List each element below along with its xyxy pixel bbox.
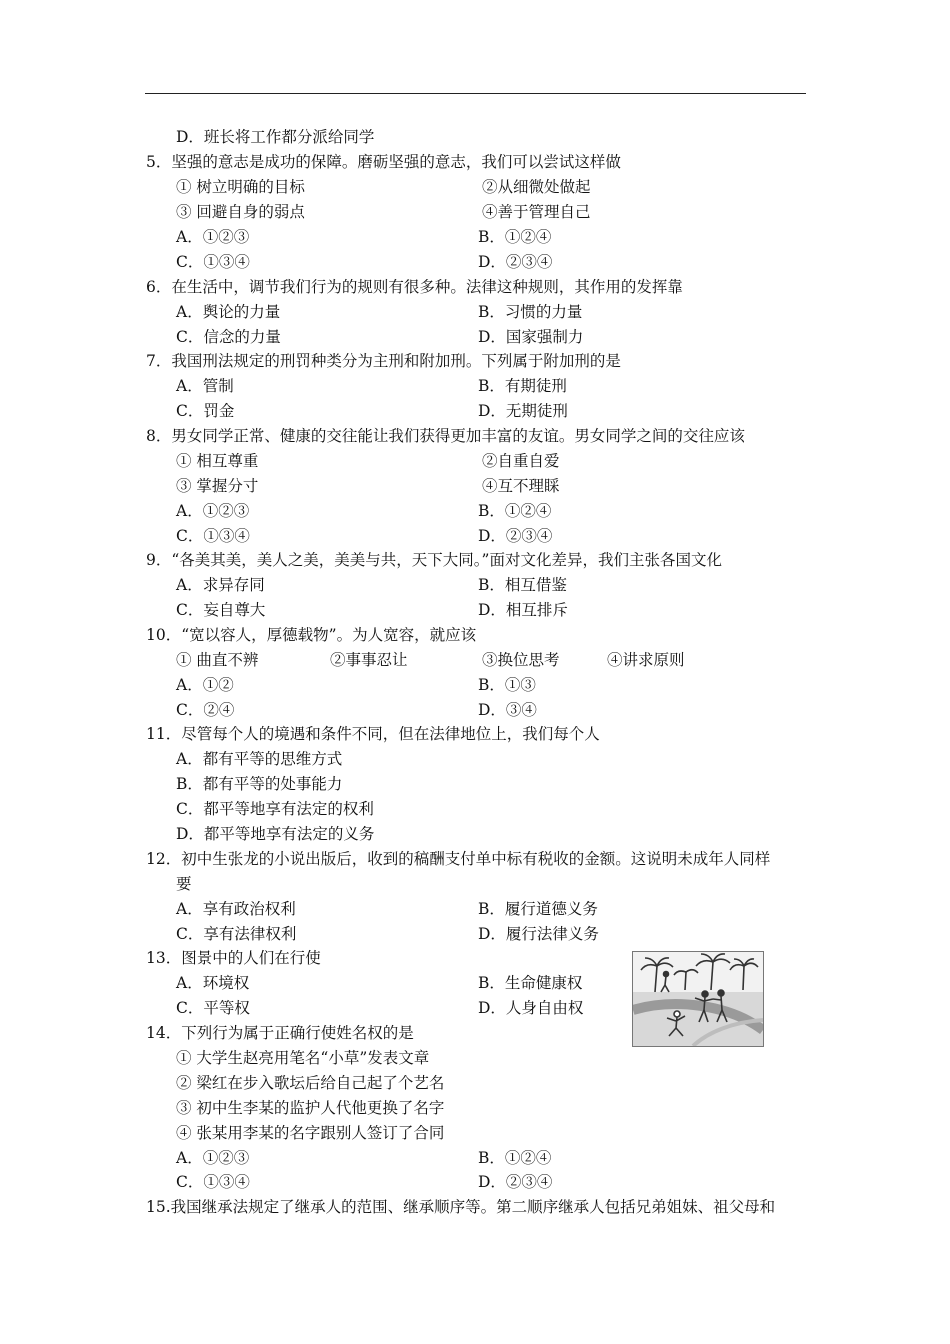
- q6-stem: 6．在生活中，调节我们行为的规则有很多种。法律这种规则，其作用的发挥靠: [146, 278, 683, 296]
- q14-option-d: D．②③④: [478, 1173, 553, 1191]
- q5-item-4: ④善于管理自己: [482, 203, 591, 221]
- q14-option-b: B．①②④: [478, 1149, 552, 1167]
- q9-option-c: C．妄自尊大: [176, 601, 266, 619]
- park-scene-drawing: [633, 952, 763, 1046]
- q7-option-b: B．有期徒刑: [478, 377, 567, 395]
- q9-stem: 9．“各美其美，美人之美，美美与共，天下大同。”面对文化差异，我们主张各国文化: [146, 551, 722, 569]
- q12-option-d: D．履行法律义务: [478, 925, 599, 943]
- q5-item-1: ① 树立明确的目标: [176, 178, 305, 196]
- q11-stem: 11．尽管每个人的境遇和条件不同，但在法律地位上，我们每个人: [146, 725, 600, 743]
- q10-item-1: ① 曲直不辨: [176, 651, 259, 669]
- header-rule: [145, 93, 806, 94]
- q14-option-c: C．①③④: [176, 1173, 250, 1191]
- q14-item-2: ② 梁红在步入歌坛后给自己起了个艺名: [176, 1074, 445, 1092]
- q13-option-d: D．人身自由权: [478, 999, 584, 1017]
- q14-item-4: ④ 张某用李某的名字跟别人签订了合同: [176, 1124, 445, 1142]
- q14-stem: 14．下列行为属于正确行使姓名权的是: [146, 1024, 414, 1042]
- q13-option-a: A．环境权: [176, 974, 250, 992]
- q12-stem-continued: 要: [176, 875, 192, 893]
- q5-option-d: D．②③④: [478, 253, 553, 271]
- park-exercise-illustration: [632, 951, 764, 1047]
- q13-stem: 13．图景中的人们在行使: [146, 949, 321, 967]
- q12-stem: 12．初中生张龙的小说出版后，收到的稿酬支付单中标有税收的金额。这说明未成年人同样: [146, 850, 771, 868]
- q11-option-c: C．都平等地享有法定的权利: [176, 800, 374, 818]
- q11-option-b: B．都有平等的处事能力: [176, 775, 343, 793]
- q7-option-d: D．无期徒刑: [478, 402, 568, 420]
- q8-stem: 8．男女同学正常、健康的交往能让我们获得更加丰富的友谊。男女同学之间的交往应该: [146, 427, 745, 445]
- q10-option-d: D．③④: [478, 701, 537, 719]
- q12-option-b: B．履行道德义务: [478, 900, 598, 918]
- q8-item-1: ① 相互尊重: [176, 452, 259, 470]
- q5-option-a: A．①②③: [176, 228, 250, 246]
- q6-option-a: A．舆论的力量: [176, 303, 281, 321]
- q13-option-b: B．生命健康权: [478, 974, 583, 992]
- q5-item-2: ②从细微处做起: [482, 178, 591, 196]
- q6-option-b: B．习惯的力量: [478, 303, 583, 321]
- q7-stem: 7．我国刑法规定的刑罚种类分为主刑和附加刑。下列属于附加刑的是: [146, 352, 621, 370]
- q4-option-d: D．班长将工作都分派给同学: [176, 128, 375, 146]
- q8-option-b: B．①②④: [478, 502, 552, 520]
- q8-option-a: A．①②③: [176, 502, 250, 520]
- q6-option-d: D．国家强制力: [478, 328, 584, 346]
- q10-item-3: ③换位思考: [482, 651, 560, 669]
- q10-option-a: A．①②: [176, 676, 234, 694]
- q12-option-c: C．享有法律权利: [176, 925, 297, 943]
- q7-option-c: C．罚金: [176, 402, 235, 420]
- q8-item-3: ③ 掌握分寸: [176, 477, 259, 495]
- q8-item-4: ④互不理睬: [482, 477, 560, 495]
- q8-item-2: ②自重自爱: [482, 452, 560, 470]
- q14-option-a: A．①②③: [176, 1149, 250, 1167]
- q13-option-c: C．平等权: [176, 999, 250, 1017]
- q10-item-2: ②事事忍让: [330, 651, 408, 669]
- q8-option-d: D．②③④: [478, 527, 553, 545]
- q7-option-a: A．管制: [176, 377, 234, 395]
- q5-option-b: B．①②④: [478, 228, 552, 246]
- q10-option-c: C．②④: [176, 701, 235, 719]
- q8-option-c: C．①③④: [176, 527, 250, 545]
- q9-option-a: A．求异存同: [176, 576, 265, 594]
- q11-option-d: D．都平等地享有法定的义务: [176, 825, 375, 843]
- q6-option-c: C．信念的力量: [176, 328, 281, 346]
- q14-item-1: ① 大学生赵亮用笔名“小草”发表文章: [176, 1049, 430, 1067]
- q9-option-b: B．相互借鉴: [478, 576, 567, 594]
- q11-option-a: A．都有平等的思维方式: [176, 750, 343, 768]
- q10-stem: 10．“宽以容人，厚德载物”。为人宽容，就应该: [146, 626, 477, 644]
- q10-option-b: B．①③: [478, 676, 536, 694]
- q9-option-d: D．相互排斥: [478, 601, 568, 619]
- q5-stem: 5．坚强的意志是成功的保障。磨砺坚强的意志，我们可以尝试这样做: [146, 153, 621, 171]
- q5-item-3: ③ 回避自身的弱点: [176, 203, 305, 221]
- q10-item-4: ④讲求原则: [607, 651, 685, 669]
- q5-option-c: C．①③④: [176, 253, 250, 271]
- q14-item-3: ③ 初中生李某的监护人代他更换了名字: [176, 1099, 445, 1117]
- q15-stem: 15.我国继承法规定了继承人的范围、继承顺序等。第二顺序继承人包括兄弟姐妹、祖父母和: [146, 1198, 776, 1216]
- q12-option-a: A．享有政治权利: [176, 900, 296, 918]
